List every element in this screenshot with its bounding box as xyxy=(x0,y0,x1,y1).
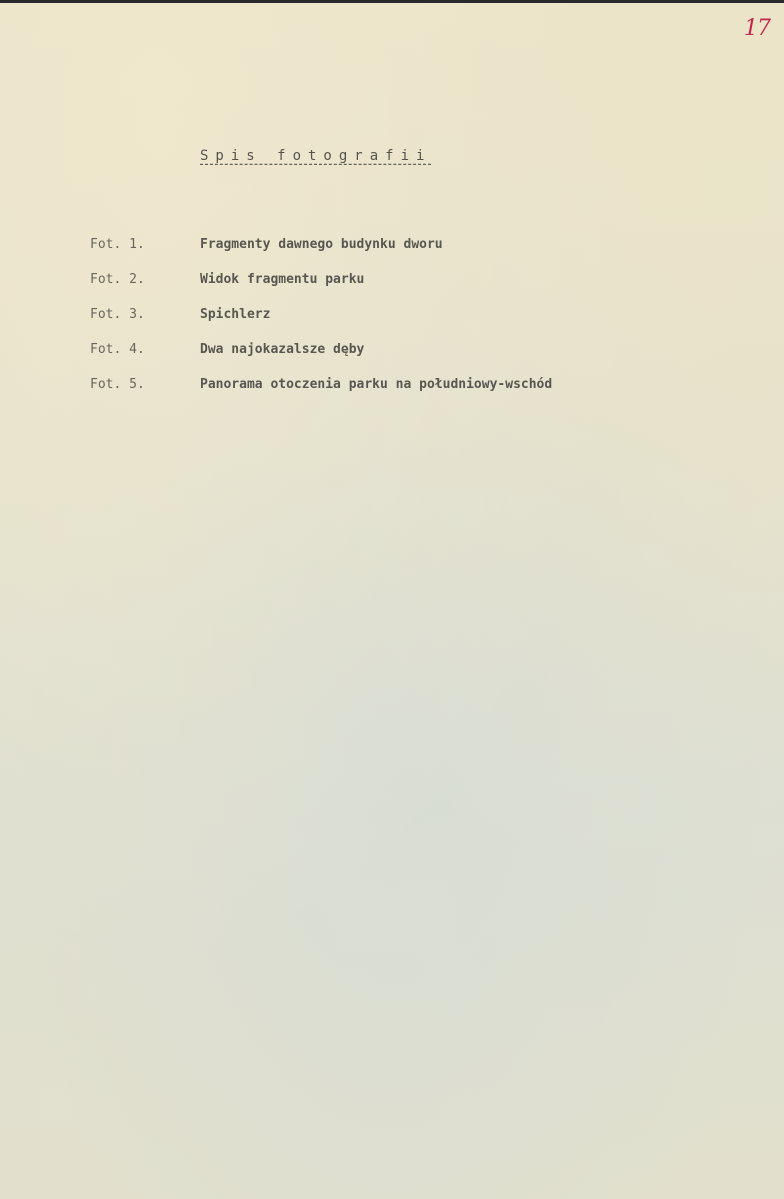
photo-number: Fot. 1. xyxy=(90,237,145,252)
photo-number: Fot. 5. xyxy=(90,377,145,392)
photo-caption: Panorama otoczenia parku na południowy-wschód xyxy=(200,377,553,392)
photo-caption: Fragmenty dawnego budynku dworu xyxy=(200,237,443,252)
photo-number: Fot. 2. xyxy=(90,272,145,287)
handwritten-page-number: 17 xyxy=(744,16,770,41)
photo-number: Fot. 3. xyxy=(90,307,145,322)
photo-number: Fot. 4. xyxy=(90,342,145,357)
photo-caption: Dwa najokazalsze dęby xyxy=(200,342,365,357)
document-title: Spis fotografii xyxy=(200,148,432,164)
photo-caption: Widok fragmentu parku xyxy=(200,272,365,287)
scan-top-edge xyxy=(0,0,784,3)
photo-caption: Spichlerz xyxy=(200,307,271,322)
